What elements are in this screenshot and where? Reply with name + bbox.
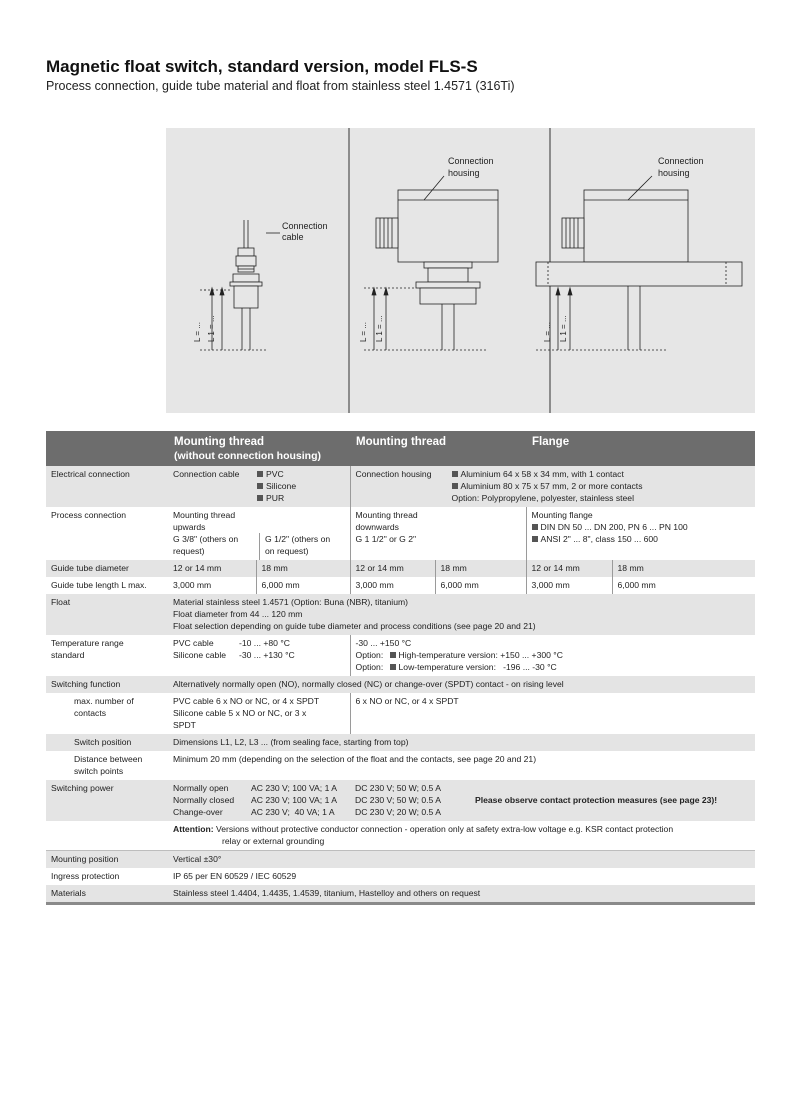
power-type: Normally closed [173, 795, 235, 805]
dim-label-L1: L 1 = ... [207, 315, 216, 342]
label-connection-cable-1: Connection [282, 221, 328, 231]
header-col1-subtitle: (without connection housing) [174, 450, 321, 462]
distance-label-line: switch points [74, 766, 124, 776]
dim-label-L: L = ... [193, 322, 202, 342]
row-label-materials: Materials [46, 885, 168, 904]
row-label-mounting-position: Mounting position [46, 851, 168, 869]
temp-silicone-label: Silicone cable [173, 650, 227, 660]
dim-label-L: L = ... [359, 322, 368, 342]
temp-pvc-label: PVC cable [173, 638, 214, 648]
switch-position-cell: Dimensions L1, L2, L3 ... (from sealing face, starting from top) [168, 734, 755, 751]
diameter-cell: 12 or 14 mm [168, 560, 256, 577]
temp-option-label: Option: [355, 650, 384, 660]
diameter-cell: 18 mm [435, 560, 526, 577]
attention-text-cont: relay or external grounding [222, 836, 325, 846]
label-connection-housing-b2: housing [658, 168, 690, 178]
process-thread-down-cell [350, 507, 526, 560]
bullet-icon [452, 483, 458, 489]
page-subtitle: Process connection, guide tube material and float from stainless steel 1.4571 (316Ti) [46, 79, 515, 93]
max-contacts-label-line: max. number of [74, 696, 134, 706]
max-contacts-line: PVC cable 6 x NO or NC, or 4 x SPDT [173, 696, 320, 706]
length-cell: 3,000 mm [168, 577, 256, 594]
process-up-line: Mounting thread [173, 510, 236, 520]
specification-table [46, 431, 755, 905]
header-col-thread-upwards [168, 431, 350, 466]
housing-label: Connection housing [355, 469, 432, 479]
float-line: Float diameter from 44 ... 120 mm [173, 609, 303, 619]
power-type: Normally open [173, 783, 229, 793]
row-label-electrical: Electrical connection [46, 466, 168, 507]
distance-cell: Minimum 20 mm (depending on the selection of the float and the contacts, see page 20 and 21) [168, 751, 755, 780]
attention-cell [168, 821, 755, 851]
table-row [46, 851, 755, 869]
float-line: Float selection depending on guide tube diameter and process conditions (see page 20 and 21) [173, 621, 536, 631]
cable-label: Connection cable [173, 469, 240, 479]
attention-text: Versions without protective conductor connection - operation only at safety extra-low voltage e.g. KSR contact protection [215, 824, 674, 834]
bullet-icon [532, 524, 538, 530]
table-row [46, 734, 755, 751]
header-col-flange: Flange [526, 431, 755, 466]
table-row [46, 868, 755, 885]
diameter-cell: 18 mm [612, 560, 755, 577]
process-up-g38-note: request) [173, 546, 205, 556]
electrical-housing-cell [350, 466, 755, 507]
ingress-cell: IP 65 per EN 60529 / IEC 60529 [168, 868, 755, 885]
cable-option: Silicone [266, 481, 297, 491]
table-row [46, 577, 755, 594]
row-label-process: Process connection [46, 507, 168, 560]
max-contacts-housing-cell: 6 x NO or NC, or 4 x SPDT [350, 693, 755, 734]
power-dc: DC 230 V; 50 W; 0.5 A [355, 795, 441, 805]
temp-option-label: Option: [355, 662, 384, 672]
row-label-length: Guide tube length L max. [46, 577, 168, 594]
housing-option-note: Option: Polypropylene, polyester, stainless steel [451, 493, 634, 503]
process-up-line: upwards [173, 522, 206, 532]
temp-pvc-value: -10 ... +80 °C [239, 638, 290, 648]
process-up-g12-note: on request) [265, 546, 309, 556]
header-col-thread-downwards: Mounting thread [350, 431, 526, 466]
max-contacts-line: Silicone cable 5 x NO or NC, or 3 x [173, 708, 307, 718]
table-row [46, 780, 755, 821]
temp-option-low: Low-temperature version: -196 ... -30 °C [398, 662, 557, 672]
diameter-cell: 12 or 14 mm [350, 560, 435, 577]
dim-label-L: L = ... [543, 322, 552, 342]
bullet-icon [390, 664, 396, 670]
flange-option: DIN DN 50 ... DN 200, PN 6 ... PN 100 [540, 522, 688, 532]
switching-power-cell [168, 780, 755, 821]
table-row [46, 560, 755, 577]
row-label-switching-power: Switching power [46, 780, 168, 821]
header-empty-cell [46, 431, 168, 466]
row-label-ingress: Ingress protection [46, 868, 168, 885]
max-contacts-label-line: contacts [74, 708, 107, 718]
process-thread-up-cell [168, 507, 350, 560]
dim-label-L1: L 1 = ... [559, 315, 568, 342]
housing-option: Aluminium 80 x 75 x 57 mm, 2 or more contacts [460, 481, 643, 491]
cable-option: PVC [266, 469, 284, 479]
cable-option: PUR [266, 493, 285, 503]
flange-option: ANSI 2" ... 8", class 150 ... 600 [540, 534, 658, 544]
electrical-cable-cell [168, 466, 350, 507]
max-contacts-line: SPDT [173, 720, 196, 730]
attention-empty-cell [46, 821, 168, 851]
switching-function-cell: Alternatively normally open (NO), normally closed (NC) or change-over (SPDT) contact - on rising level [168, 676, 755, 693]
product-drawings [166, 128, 755, 413]
attention-label: Attention: [173, 824, 214, 834]
temperature-housing-cell [350, 635, 755, 676]
bullet-icon [532, 536, 538, 542]
temperature-label-line: standard [51, 650, 85, 660]
distance-label-line: Distance between [74, 754, 143, 764]
table-row [46, 676, 755, 693]
label-connection-housing-a1: Connection [448, 156, 494, 166]
bullet-icon [452, 471, 458, 477]
dim-label-L1: L 1 = ... [375, 315, 384, 342]
drawing-svg [166, 128, 755, 413]
table-row [46, 635, 755, 676]
label-connection-housing-a2: housing [448, 168, 480, 178]
process-flange-cell [526, 507, 755, 560]
table-header-row [46, 431, 755, 466]
process-down-line: G 1 1/2" or G 2" [355, 534, 417, 544]
temp-silicone-value: -30 ... +130 °C [239, 650, 295, 660]
materials-cell: Stainless steel 1.4404, 1.4435, 1.4539, titanium, Hastelloy and others on request [168, 885, 755, 904]
process-up-g12: G 1/2" (others on [265, 534, 331, 544]
power-ac: AC 230 V; 40 VA; 1 A [251, 807, 335, 817]
header-col1-title: Mounting thread [174, 436, 265, 448]
table-row [46, 885, 755, 904]
power-ac: AC 230 V; 100 VA; 1 A [251, 783, 337, 793]
temp-option-high: High-temperature version: +150 ... +300 °C [398, 650, 563, 660]
power-ac: AC 230 V; 100 VA; 1 A [251, 795, 337, 805]
row-label-switch-position: Switch position [46, 734, 168, 751]
length-cell: 3,000 mm [526, 577, 612, 594]
table-row [46, 507, 755, 560]
label-connection-cable-2: cable [282, 232, 304, 242]
power-dc: DC 230 V; 20 W; 0.5 A [355, 807, 441, 817]
row-label-diameter: Guide tube diameter [46, 560, 168, 577]
process-up-g38: G 3/8" (others on [173, 534, 239, 544]
temperature-label-line: Temperature range [51, 638, 124, 648]
power-dc: DC 230 V; 50 W; 0.5 A [355, 783, 441, 793]
bullet-icon [390, 652, 396, 658]
row-label-float: Float [46, 594, 168, 635]
power-protection-note: Please observe contact protection measures (see page 23)! [475, 795, 718, 805]
float-cell [168, 594, 755, 635]
label-connection-housing-b1: Connection [658, 156, 704, 166]
housing-option: Aluminium 64 x 58 x 34 mm, with 1 contact [460, 469, 624, 479]
table-row [46, 821, 755, 851]
bullet-icon [257, 471, 263, 477]
row-label-max-contacts [46, 693, 168, 734]
length-cell: 3,000 mm [350, 577, 435, 594]
process-down-line: downwards [355, 522, 399, 532]
page-title: Magnetic float switch, standard version, model FLS-S [46, 57, 478, 76]
row-label-distance [46, 751, 168, 780]
temp-standard-range: -30 ... +150 °C [355, 638, 412, 648]
bullet-icon [257, 495, 263, 501]
max-contacts-cable-cell [168, 693, 350, 734]
diameter-cell: 12 or 14 mm [526, 560, 612, 577]
length-cell: 6,000 mm [435, 577, 526, 594]
length-cell: 6,000 mm [612, 577, 755, 594]
temperature-cable-cell [168, 635, 350, 676]
table-row [46, 466, 755, 507]
mounting-position-cell: Vertical ±30° [168, 851, 755, 869]
table-row [46, 693, 755, 734]
length-cell: 6,000 mm [256, 577, 350, 594]
row-label-switching-function: Switching function [46, 676, 168, 693]
row-label-temperature [46, 635, 168, 676]
process-flange-title: Mounting flange [531, 510, 593, 520]
power-type: Change-over [173, 807, 223, 817]
process-down-line: Mounting thread [355, 510, 418, 520]
table-row [46, 751, 755, 780]
bullet-icon [257, 483, 263, 489]
diameter-cell: 18 mm [256, 560, 350, 577]
table-row [46, 594, 755, 635]
float-line: Material stainless steel 1.4571 (Option: Buna (NBR), titanium) [173, 597, 408, 607]
